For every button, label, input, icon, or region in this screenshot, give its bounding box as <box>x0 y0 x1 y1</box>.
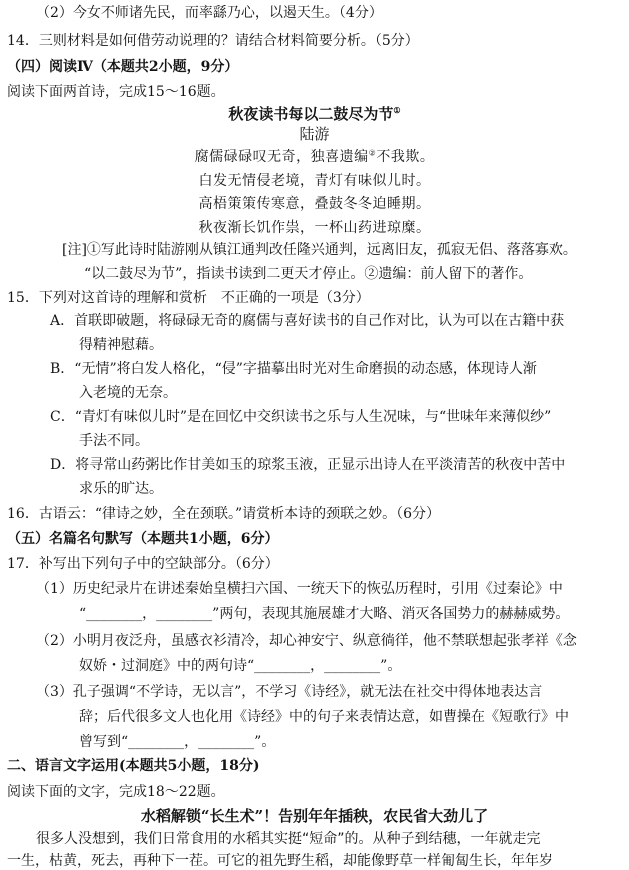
poem-author: 陆游 <box>299 125 330 143</box>
part-2-heading: 二、语言文字运用(本题共5小题，18分) <box>7 758 260 774</box>
option-d-line-1: D．将寻常山药粥比作甘美如玉的琼浆玉液，正显示出诗人在平淡清苦的秋夜中苦中 <box>50 457 566 473</box>
section-4-intro: 阅读下面两首诗，完成15～16题。 <box>7 84 225 100</box>
section-5-heading: （五）名篇名句默写（本题共1小题，6分） <box>7 531 279 547</box>
poem-line-1-part-b: 不我欺。 <box>376 149 435 165</box>
question-13-part2: （2）今女不师诸先民，而率繇乃心，以遏天生。（4分） <box>36 5 383 21</box>
poem-title <box>0 106 629 123</box>
question-17: 17．补写出下列句子中的空缺部分。（6分） <box>7 556 279 572</box>
poem-line-1-part-a: 腐儒碌碌叹无奇，独喜遗编 <box>194 149 369 165</box>
question-17-part3-line-3: 曾写到“________，________”。 <box>79 734 276 750</box>
part-2-intro: 阅读下面的文字，完成18～22题。 <box>7 784 225 800</box>
poem-line-4: 秋夜渐长饥作祟，一杯山药进琼糜。 <box>198 220 431 236</box>
question-17-part1-line-2: “________，________”两句，表现其施展雄才大略、消灭各国势力的赫赫威势。 <box>79 606 570 622</box>
question-17-part2-line-1: （2）小明月夜泛舟，虽感衣衫清冷，却心神安宁、纵意徜徉，他不禁联想起张孝祥《念 <box>36 633 577 649</box>
question-14: 14．三则材料是如何借劳动说理的？请结合材料简要分析。（5分） <box>7 33 419 49</box>
article-paragraph-line-2: 一生，枯黄，死去，再种下一茬。可它的祖先野生稻，却能像野草一样匍匐生长，年年岁 <box>7 853 553 869</box>
section-4-heading: （四）阅读Ⅳ（本题共2小题，9分） <box>7 59 239 75</box>
poem-title-text: 秋夜读书每以二鼓尽为节 <box>228 105 394 123</box>
option-a-line-2: 得精神慰藉。 <box>79 337 163 353</box>
poem-note-2: “以二鼓尽为节”，指读书读到二更天才停止。②遗编：前人留下的著作。 <box>84 266 533 282</box>
option-d-line-2: 求乐的旷达。 <box>79 481 163 497</box>
option-b-line-1: B．“无情”将白发人格化，“侵”字描摹出时光对生命磨损的动态感，体现诗人渐 <box>50 361 537 377</box>
question-17-part2-line-2: 奴娇・过洞庭》中的两句诗“________，________”。 <box>79 658 402 674</box>
article-title: 水稻解锁“长生术”！告别年年插秧，农民省大劲儿了 <box>140 807 489 825</box>
poem-line-3: 高梧策策传寒意，叠鼓冬冬迫睡期。 <box>198 196 431 212</box>
question-17-part3-line-1: （3）孔子强调“不学诗，无以言”，不学习《诗经》，就无法在社交中得体地表达言 <box>36 684 543 700</box>
option-c-line-1: C．“青灯有味似儿时”是在回忆中交织读书之乐与人生况味，与“世味年来薄似纱” <box>50 409 552 425</box>
article-paragraph-line-1: 很多人没想到，我们日常食用的水稻其实挺“短命”的。从种子到结穗，一年就走完 <box>36 831 541 847</box>
poem-title-note-marker: ① <box>393 105 401 115</box>
poem-note-1: [注]①写此诗时陆游刚从镇江通判改任隆兴通判，远离旧友，孤寂无侣、落落寡欢。 <box>62 242 577 258</box>
question-17-part3-line-2: 辞；后代很多文人也化用《诗经》中的句子来表情达意，如曹操在《短歌行》中 <box>79 709 569 725</box>
question-16: 16．古语云：“律诗之妙，全在颈联。”请赏析本诗的颈联之妙。（6分） <box>7 506 441 522</box>
poem-line-2: 白发无情侵老境，青灯有味似儿时。 <box>198 173 431 189</box>
poem-line-1-note-marker: ② <box>368 148 377 158</box>
option-c-line-2: 手法不同。 <box>79 433 149 449</box>
question-17-part1-line-1: （1）历史纪录片在讲述秦始皇横扫六国、一统天下的恢弘历程时，引用《过秦论》中 <box>36 581 563 597</box>
question-15: 15．下列对这首诗的理解和赏析 不正确的一项是（3分） <box>7 290 370 306</box>
option-b-line-2: 入老境的无奈。 <box>79 385 177 401</box>
poem-line-1 <box>0 149 629 166</box>
option-a-line-1: A．首联即破题，将碌碌无奇的腐儒与喜好读书的自己作对比，认为可以在古籍中获 <box>50 313 565 329</box>
